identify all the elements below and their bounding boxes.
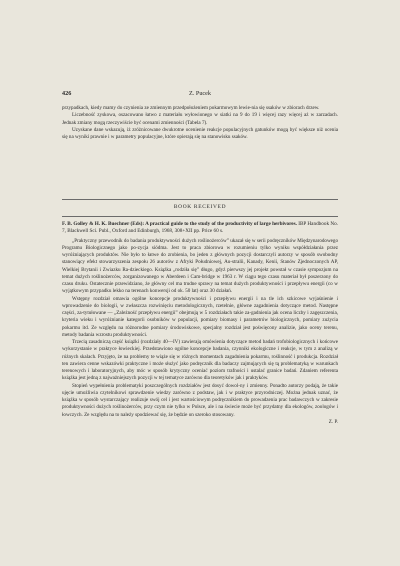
book-details: IBP Handbook No. 7, Blackwell Sci. Publ., Oxford and Edinburgh, 1968, 308+XII pp. Price 60 s. <box>62 221 338 235</box>
page-number: 426 <box>62 90 72 97</box>
book-reference <box>62 221 338 236</box>
section-rule-top <box>62 199 338 200</box>
paragraph: Uzyskane dane wskazują, iż zróżnicowane dwukrotne ocenienie reakcje populacyjnych gatunków mogą być większe niż ocenia się na wyniki prawnie i w parametry populacyjne, które opierają się na stanowisku ssaków. <box>62 126 338 140</box>
running-author: Z. Pucek <box>189 90 211 97</box>
paragraph: przypadkach, kiedy mamy do czynienia ze zmiennym przedpołożeniem pokarmowym lewie-nia się ssaków w zbiorach drzew. <box>62 105 320 111</box>
reviewer-signature: Z. P. <box>328 418 338 425</box>
paragraph: Wstępny rozdział omawia ogólne koncepcje produktywności i przepływu energii i na tle ich szkicowe wyjaśnienie i wprowadzenie do biologii, w zwłaszcza rozwinięciu metodologicznych, rzetelnie, główne zagadnienia dotyczące metod. Następne części, za-tytułowane — „Zależność przepływu energii” obejmują w 5 rozdziałach takie za-gadnienia jak ocena liczby i zagęszczenia, kryteria wieku i wyróżnianie kategorii osobników w populacji, pomiary biomasy i parametrów biologicznych, pomiary zużycia pokarmu itd. Ze względu na różnorodne pomiary środowiskowe, specjalny rozdział jest poświęcony analizie, jako oceny terenu, metody badania wzrostu produktywności. <box>62 295 338 338</box>
section-title: BOOK RECEIVED <box>173 204 227 210</box>
paragraph: Liczebność zyskowa, oszacowano łatwo z materiału wyłowionego w siatki na 9 do 19 i więcej razy więcej aż w zarzadach. Jednak zmiany mogą rzeczywiście być ocenami zmienności (Tabela 7). <box>62 112 338 126</box>
page-header <box>62 90 338 102</box>
paragraph: „Praktyczny przewodnik do badania produktywności dużych roślinożerców” ukazał się w serii podręczników Międzynarodowego Programu Biologicznego jako po-zycja siódma. Jest to praca zbiorowa w rozumieniu tylko wyniku współdziałania przez wyróżniających produktów. Nie było to łatwe do zrobienia, bo jeden z głównych pozycji dostarczyli autorzy w sposób swobodny stanowiący efekt stowarzyszenia zespołu 26 autorów z Afryki Południowej, Au-stralii, Kanady, Kenii, Stanów Zjednoczonych AP, Wielkiej Brytanii i Zwiazku Ra-dzieckiego. Książka „rodziła się” długo, gdyż pierwszy jej projekt powstał w czasie sympozjum na temat dużych roślinożerców, zorganizowanego w Aberdeen i Cam-bridge w 1963 r. W ciągu tego czasu materiał był poszerzony do czasu druku. Ostatecznie przewidziano, że główny cel ma trudne sprawy na temat dużych produktywności i przepływu energii (co w wyjątkowym przypadku lekko na terenach konwersji od ok. 50 lat) oraz 30 działań. <box>62 237 338 295</box>
paragraph: Trzecią zasadniczą część książki (rozdziały 40—IV) zawierają omówienia dotyczące metod badań trofobiologicznych i końcowe wykorzystanie w praktyce łowieckiej. Przedstawiono ogólne koncepcje badania, czynniki ekologiczne i reakcje, w tym z analizą w różnych skalach. Przyjęto, że na problemy te wiąże się w różnych momentach zagadnienia pokarmu, roślinność i produkcja. Rozdział ten zawiera cenne wskazówki praktyczne i może służyć jako podręcznik dla badaczy zajmujących się tą problematyką w warunkach terenowych i laboratoryjnych, aby móc w sposób krytyczny oceniać poziom trafności i ustalać granice badań. Zdaniem referenta książka jest jedną z najważniejszych pozycji w tej tematyce zarówno dla teoretyków jak i praktyków. <box>62 339 338 382</box>
top-text-block <box>62 105 338 141</box>
book-review <box>62 221 338 426</box>
book-authors-title: F. B. Golley & H. K. Buechner (Eds): A practical guide to the study of the productivity of large herbivores. <box>62 221 297 227</box>
paragraph: Stopień wypełnienia problematyki poszczególnych rozdziałów jest dosyć dowol-ny i zmienny. Ponadto autorzy podają, że takie ujęcie umożliwia czytelnikowi sprawdzenie wiedzy zarówno z podstaw, jak i w praktyce przyrodniczej. Można jednak uznać, że książka w sposób wystarczający realizuje swój cel i jest wartościowym podręcznikiem do prowadzenia prac badawczych w zakresie produktywności dużych roślinożerców, przy czym nie tylko w Polsce, ale i na świecie może być przydatny dla ekologów, zoologów i łowczych. Ze względu na to należy spodziewać się, że będzie on szeroko stosowany. <box>62 382 338 418</box>
section-rule-bottom <box>62 216 338 217</box>
